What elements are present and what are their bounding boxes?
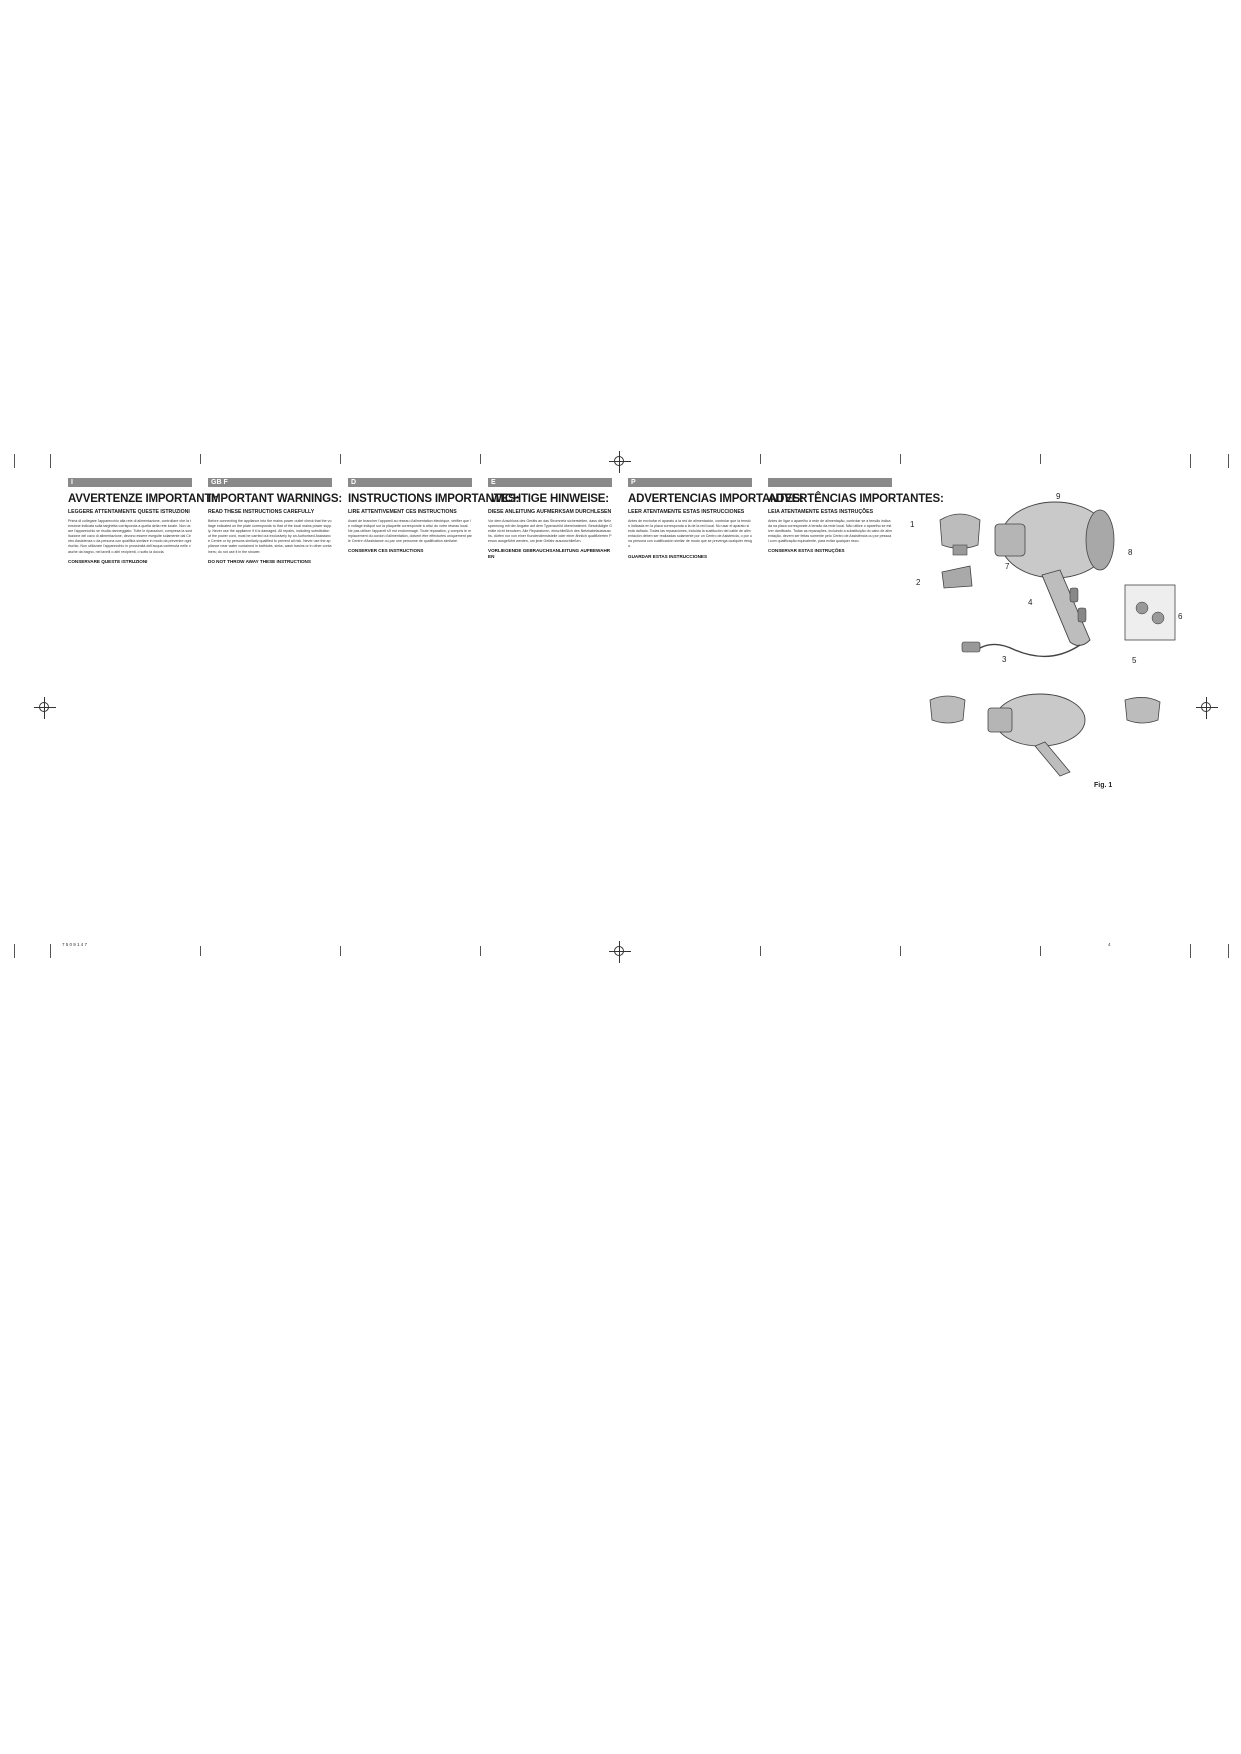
fold-mark <box>1040 454 1041 464</box>
column-subtitle: LEER ATENTAMENTE ESTAS INSTRUCCIONES <box>628 509 745 515</box>
language-tab: D <box>348 478 472 487</box>
footer-code: 7 5 0 9 1 4 7 <box>62 942 88 947</box>
hair-dryer-illustration <box>920 490 1190 670</box>
column-title: WICHTIGE HINWEISE: <box>491 493 609 505</box>
language-tab: P <box>628 478 752 487</box>
column-subtitle: READ THESE INSTRUCTIONS CAREFULLY <box>208 509 315 515</box>
language-tab: GB F <box>208 478 332 487</box>
column-body <box>628 519 752 559</box>
fold-mark <box>200 454 201 464</box>
registration-crosshair <box>609 451 631 473</box>
trim-mark <box>50 454 51 468</box>
column-title: IMPORTANT WARNINGS: <box>208 493 342 505</box>
intro-text: Vor dem Anschluss des Geräts an das Stromnetz sicherstellen, dass die Netzspannung mit der Angabe auf dem Typenschild übereinstimmt. Beschädigte Geräte nicht benutzen. Alle Reparaturen, einschließlich des Netzkabelaustauschs, dürfen nur von einer Kundendienststelle oder einer ähnlich qualifizierten Person ausgeführt werden, um jede Gefahr auszuschließen. <box>488 519 612 544</box>
intro-text: Avant de brancher l'appareil au réseau d'alimentation électrique, vérifier que le voltage indiqué sur la plaquette corresponde à celui du votre réseau local. Ne pas utiliser l'appareil s'il est endommagé. Toute réparation, y compris le remplacement du cordon d'alimentation, doivent être effectuées uniquement par le Centre d'Assistance ou par une personne de qualification similaire. <box>348 519 472 544</box>
trim-mark <box>50 944 51 958</box>
fold-mark <box>340 454 341 464</box>
trim-mark <box>14 454 15 468</box>
fold-mark <box>760 946 761 956</box>
callout-9: 9 <box>1056 492 1061 501</box>
callout-2: 2 <box>916 578 921 587</box>
section-heading: CONSERVER CES INSTRUCTIONS <box>348 548 424 554</box>
column-body <box>488 519 612 559</box>
callout-3: 3 <box>1002 655 1007 664</box>
fold-mark <box>900 454 901 464</box>
language-tab: E <box>488 478 612 487</box>
column-subtitle: LEGGERE ATTENTAMENTE QUESTE ISTRUZIONI <box>68 509 190 515</box>
fold-mark <box>480 454 481 464</box>
trim-mark <box>1228 454 1229 468</box>
section-heading: CONSERVAR ESTAS INSTRUÇÕES <box>768 548 845 554</box>
column-title: ADVERTÊNCIAS IMPORTANTES: <box>768 493 944 505</box>
column-french <box>348 478 520 556</box>
registration-crosshair <box>34 697 56 719</box>
fold-mark <box>200 946 201 956</box>
column-spanish <box>628 478 804 561</box>
column-body <box>348 519 472 554</box>
trim-mark <box>1228 944 1229 958</box>
language-tab: I <box>68 478 192 487</box>
column-german <box>488 478 612 561</box>
intro-text: Before connecting the appliance into the mains power outlet check that the voltage indicated on the plate corresponds to that of the local mains power supply. Never use the appliance if it is damaged. All repairs, including substitution of the power cord, must be carried out exclusively by an Authorised Assistance Centre or by persons similarly qualified to prevent all risk. Never use the appliance near water contained in bathtubs, sinks, wash basins or in other containers; do not use it in the shower. <box>208 519 332 554</box>
section-heading: DO NOT THROW AWAY THESE INSTRUCTIONS <box>208 558 311 564</box>
fold-mark <box>340 946 341 956</box>
intro-text: Antes de enchufar el aparato a la red de alimentación, controlar que la tensión indicada en la placa corresponda a la de la red local. No usar el aparato si está dañado. Todas las reparaciones, incluida la sustitución del cable de alimentación deben ser realizadas solamente por un Centro de Asistencia, o por una persona con cualificación similar de modo que se prevenga cualquier riesgo. <box>628 519 752 549</box>
figure-label: Fig. 1 <box>1094 782 1113 789</box>
callout-6: 6 <box>1178 612 1183 621</box>
column-portuguese <box>768 478 944 556</box>
section-heading: GUARDAR ESTAS INSTRUCCIONES <box>628 553 708 559</box>
fold-mark <box>1040 946 1041 956</box>
column-body <box>208 519 332 564</box>
trim-mark <box>1190 944 1191 958</box>
hair-dryer-folded-illustration <box>920 690 1190 780</box>
language-tab <box>768 478 892 487</box>
section-heading: CONSERVARE QUESTE ISTRUZIONI <box>68 558 148 564</box>
column-subtitle: DIESE ANLEITUNG AUFMERKSAM DURCHLESEN <box>488 509 612 515</box>
callout-4: 4 <box>1028 598 1033 607</box>
intro-text: Antes de ligar o aparelho à rede de alimentação, controlar se a tensão indicada na placa corresponde à tensão da rede local. Não utilize o aparelho se estiver danificado. Todas as reparações, incluindo a substituição do cabo de alimentação, devem ser feitas somente pelo Centro de Assistência ou por pessoal com qualificação equivalente, para evitar qualquer risco. <box>768 519 892 544</box>
fold-mark <box>480 946 481 956</box>
column-title: ADVERTENCIAS IMPORTANTES: <box>628 493 804 505</box>
section-heading: VORLIEGENDE GEBRAUCHSANLEITUNG AUFBEWAHREN <box>488 548 611 559</box>
fold-mark <box>900 946 901 956</box>
column-body <box>768 519 892 554</box>
column-body <box>68 519 192 564</box>
callout-5: 5 <box>1132 656 1137 665</box>
column-subtitle: LEIA ATENTAMENTE ESTAS INSTRUÇÕES <box>768 509 874 515</box>
callout-8: 8 <box>1128 548 1133 557</box>
callout-1: 1 <box>910 520 915 529</box>
column-title: INSTRUCTIONS IMPORTANTES: <box>348 493 520 505</box>
column-italian <box>68 478 218 566</box>
callout-7: 7 <box>1005 562 1010 571</box>
trim-mark <box>14 944 15 958</box>
fold-mark <box>760 454 761 464</box>
hair-dryer-figure-bottom <box>920 690 1190 780</box>
page-number: 4 <box>1108 942 1111 947</box>
column-english <box>208 478 342 566</box>
column-title: AVVERTENZE IMPORTANTI: <box>68 493 218 505</box>
hair-dryer-figure-top <box>910 490 1190 670</box>
trim-mark <box>1190 454 1191 468</box>
column-subtitle: LIRE ATTENTIVEMENT CES INSTRUCTIONS <box>348 509 457 515</box>
intro-text: Prima di collegare l'apparecchio alla rete di alimentazione, controllare che la tensione indicata sulla targhetta corrisponda a quella della rete locale. Non usare l'apparecchio se risulta danneggiato. Tutte le riparazioni, compresa la sostituzione del cavo di alimentazione, devono essere eseguite solamente dal Centro Assistenza o da persona con qualifica similare in modo da prevenire ogni rischio. Non utilizzare l'apparecchio in prossimità dell'acqua contenuta nelle vasche da bagno, nei lavelli o altri recipienti, o sotto la doccia. <box>68 519 192 554</box>
registration-crosshair <box>1196 697 1218 719</box>
registration-crosshair <box>609 941 631 963</box>
